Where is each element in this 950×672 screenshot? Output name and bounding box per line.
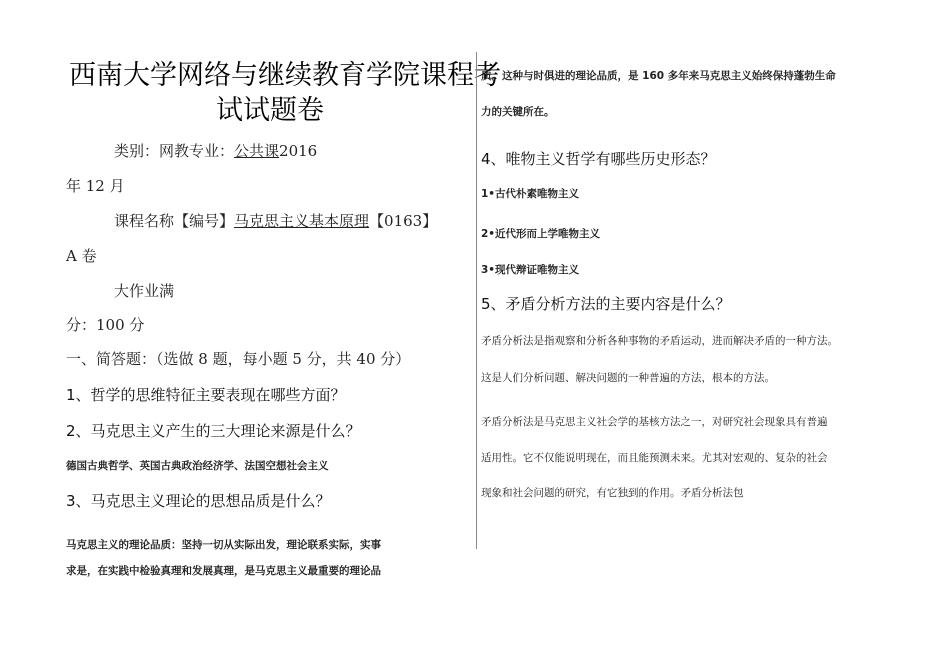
answer-2: 德国古典哲学、英国古典政治经济学、法国空想社会主义 xyxy=(66,460,329,472)
course-name: 马克思主义基本原理 xyxy=(234,212,370,230)
answer-4-item-3: 3•现代辩证唯物主义 xyxy=(481,264,580,276)
section-heading: 一、简答题：（选做 8 题，每小题 5 分，共 40 分） xyxy=(66,350,411,368)
answer-4-item-1: 1•古代朴素唯物主义 xyxy=(481,188,580,200)
answer-3-cont-line-1: 质。这种与时俱进的理论品质，是 160 多年来马克思主义始终保持蓬勃生命 xyxy=(481,70,836,82)
assignment-label: 大作业满 xyxy=(114,282,175,300)
document-title-line2: 试试题卷 xyxy=(216,95,324,126)
year: 2016 xyxy=(279,142,318,160)
course-line xyxy=(114,210,437,231)
answer-3-cont-line-2: 力的关键所在。 xyxy=(481,106,555,118)
question-4: 4、唯物主义哲学有哪些历史形态？ xyxy=(481,150,716,168)
answer-5-line-3: 矛盾分析法是马克思主义社会学的基核方法之一，对研究社会现象具有普遍 xyxy=(481,416,828,428)
answer-4-item-2: 2•近代形而上学唯物主义 xyxy=(481,228,601,240)
answer-5-line-5: 现象和社会问题的研究，有它独到的作用。矛盾分析法包 xyxy=(481,487,744,499)
document-title-line1: 西南大学网络与继续教育学院课程考 xyxy=(69,60,501,91)
answer-5-line-1: 矛盾分析法是指观察和分析各种事物的矛盾运动，进而解决矛盾的一种方法。 xyxy=(481,335,838,347)
category-prefix: 类别：网教专业： xyxy=(114,142,235,160)
answer-3-line-2: 求是，在实践中检验真理和发展真理，是马克思主义最重要的理论品 xyxy=(66,565,381,577)
column-divider xyxy=(476,52,477,549)
paper-version: A 卷 xyxy=(66,247,97,265)
answer-5-line-4: 适用性。它不仅能说明现在，而且能预测未来。尤其对宏观的、复杂的社会 xyxy=(481,452,828,464)
month-line: 年 12 月 xyxy=(66,177,125,195)
answer-5-line-2: 这是人们分析问题、解决问题的一种普遍的方法，根本的方法。 xyxy=(481,372,775,384)
answer-3-line-1: 马克思主义的理论品质：坚持一切从实际出发，理论联系实际，实事 xyxy=(66,539,381,551)
question-3: 3、马克思主义理论的思想品质是什么？ xyxy=(66,492,331,510)
question-2: 2、马克思主义产生的三大理论来源是什么？ xyxy=(66,422,361,440)
score-line: 分：100 分 xyxy=(66,316,145,334)
category-line xyxy=(114,140,317,161)
category-value: 公共课 xyxy=(234,142,280,160)
course-prefix: 课程名称【编号】 xyxy=(114,212,235,230)
course-code: 【0163】 xyxy=(369,212,438,230)
question-5: 5、矛盾分析方法的主要内容是什么？ xyxy=(481,295,731,313)
question-1: 1、哲学的思维特征主要表现在哪些方面？ xyxy=(66,386,346,404)
